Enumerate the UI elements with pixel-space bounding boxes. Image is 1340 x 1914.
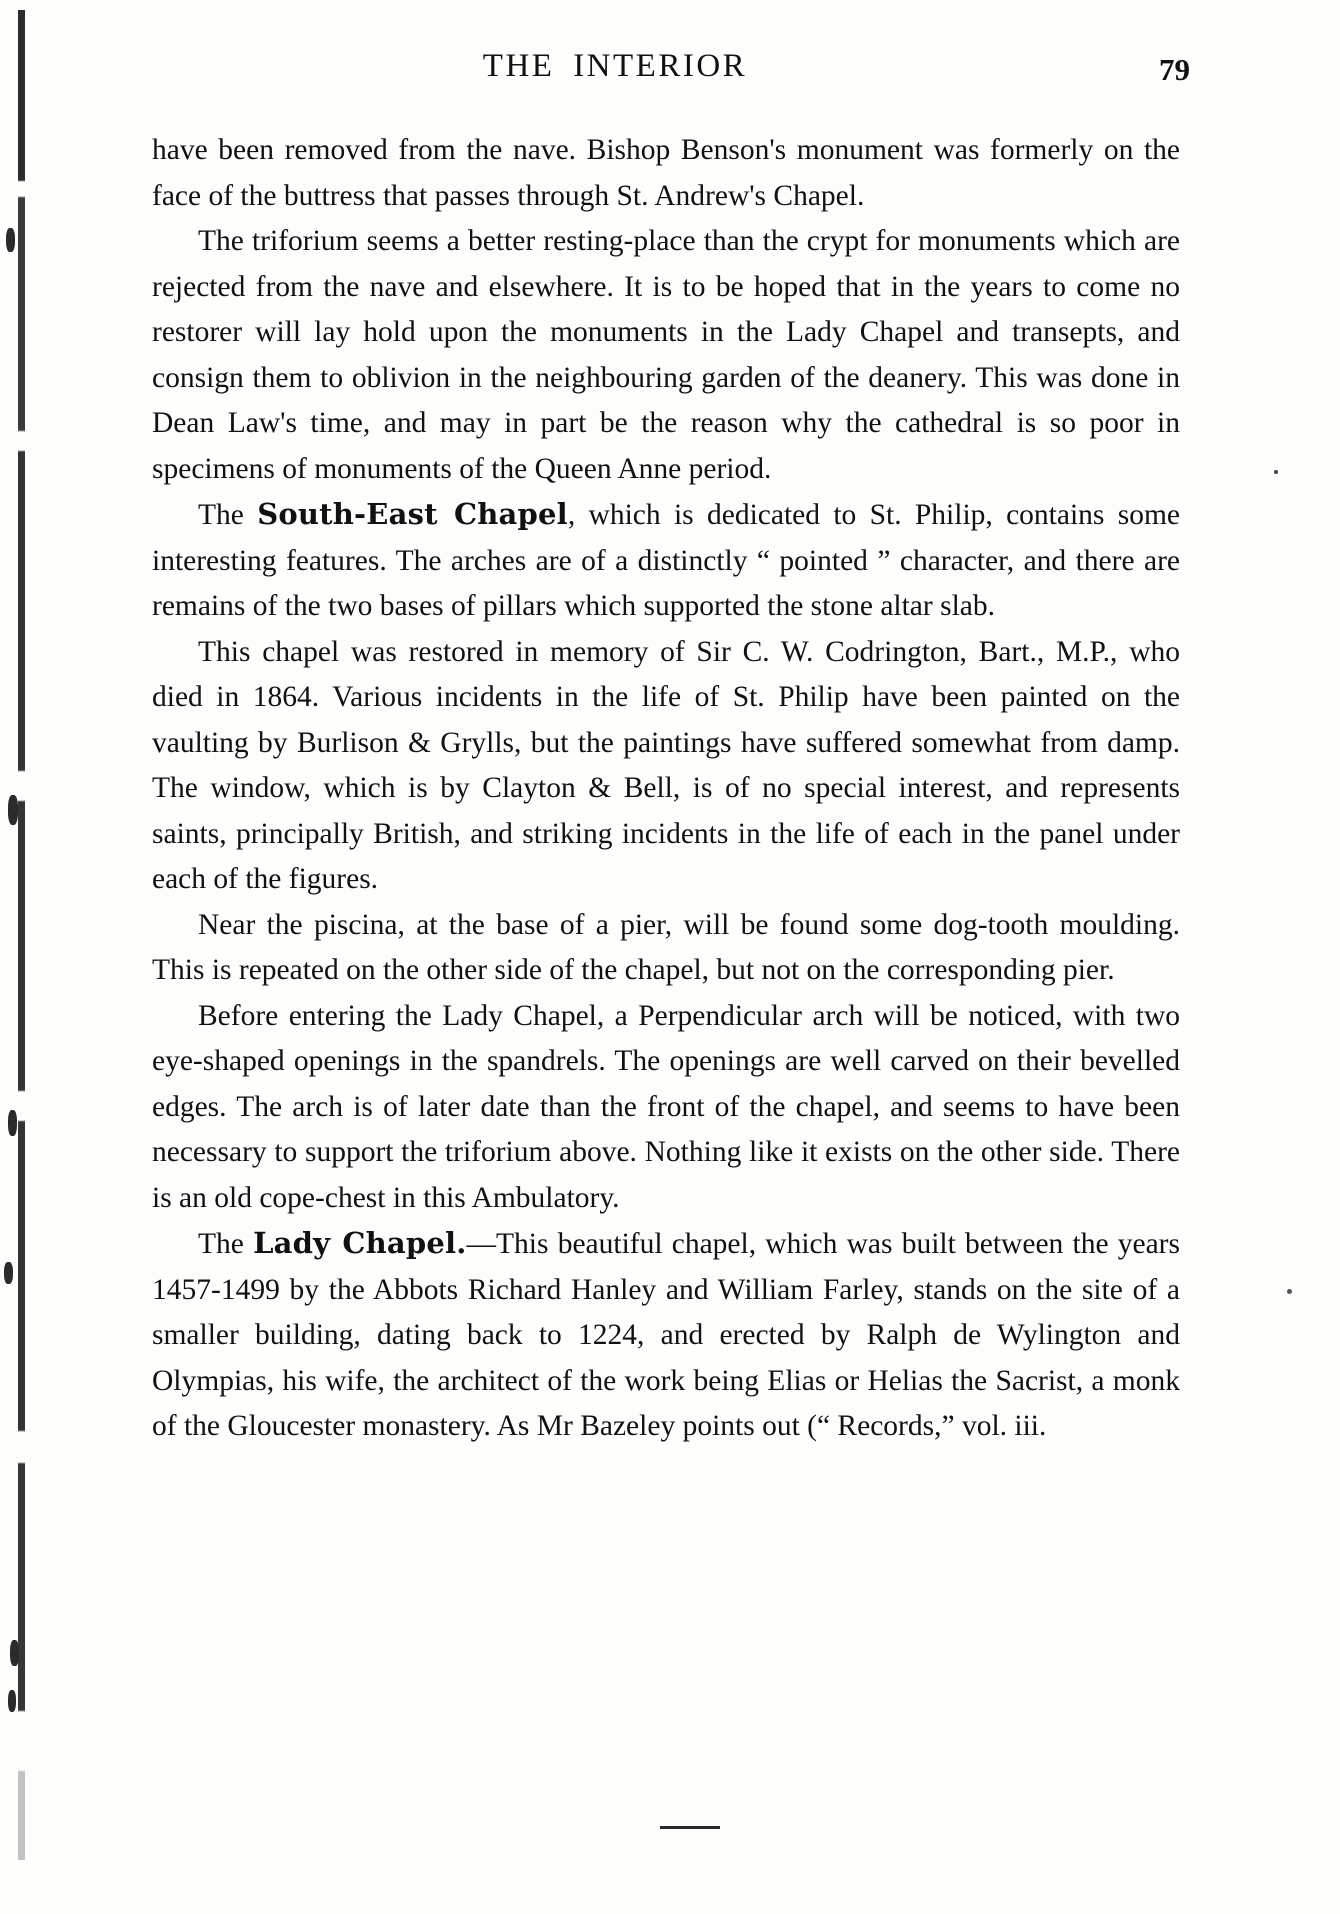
- page-header: [150, 48, 1190, 98]
- inline-heading-south-east-chapel: South-East Chapel: [257, 497, 568, 531]
- paragraph-rest: —This beautiful chapel, which was built between the years 1457-1499 by the Abbots Richard Hanley and William Farley, stands on the site of a smaller building, dating back to 1224, and erected by Ralph de Wylington and Olympias, his wife, the architect of the work being Elias or Helias the Sacrist, a monk of the Gloucester monastery. As Mr Bazeley points out (“ Records,” vol. iii.: [152, 1228, 1180, 1442]
- scan-speck: [8, 1110, 17, 1136]
- inline-heading-lady-chapel: Lady Chapel.: [253, 1226, 467, 1260]
- paragraph-with-heading: [152, 492, 1180, 630]
- paragraph: The triforium seems a better resting-place than the crypt for monuments which are rejected from the nave and elsewhere. It is to be hoped that in the years to come no restorer will lay hold upon the monuments in the Lady Chapel and transepts, and consign them to oblivion in the neighbouring garden of the deanery. This was done in Dean Law's time, and may in part be the reason why the cathedral is so poor in specimens of monuments of the Queen Anne period.: [152, 225, 1180, 485]
- paragraph: Near the piscina, at the base of a pier, will be found some dog-tooth moulding. This is repeated on the other side of the chapel, but not on the corresponding pier.: [152, 908, 1180, 986]
- paragraph-rest: , which is dedicated to St. Philip, contains some interesting features. The arches are of a distinctly “ pointed ” character, and there are remains of the two bases of pillars which supported the stone altar slab.: [152, 499, 1180, 622]
- footer-rule-artifact: [660, 1826, 720, 1829]
- scan-speck: [4, 1262, 13, 1284]
- scan-speck: [8, 795, 18, 825]
- paragraph-lead: The: [198, 499, 258, 531]
- paragraph: This chapel was restored in memory of Sir C. W. Codrington, Bart., M.P., who died in 1864. Various incidents in the life of St. Philip have been painted on the vaulting by Burlison & Grylls, but the paintings have suffered somewhat from damp. The window, which is by Clayton & Bell, is of no special interest, and represents saints, principally British, and striking incidents in the life of each in the panel under each of the figures.: [152, 635, 1180, 895]
- scan-speck: [8, 1690, 16, 1712]
- paragraph-lead: The: [198, 1228, 254, 1260]
- scan-speck: [6, 228, 15, 252]
- scan-speck: [1287, 1289, 1292, 1294]
- running-title: THE INTERIOR: [482, 48, 748, 84]
- binding-shadow-artifact: [18, 10, 25, 1860]
- paragraph: have been removed from the nave. Bishop Benson's monument was formerly on the face of the buttress that passes through St. Andrew's Chapel.: [152, 134, 1180, 212]
- paragraph: Before entering the Lady Chapel, a Perpendicular arch will be noticed, with two eye-shaped openings in the spandrels. The openings are well carved on their bevelled edges. The arch is of later date than the front of the chapel, and seems to have been necessary to support the triforium above. Nothing like it exists on the other side. There is an old cope-chest in this Ambulatory.: [152, 999, 1180, 1214]
- scan-speck: [1274, 470, 1278, 474]
- page-body: [152, 128, 1180, 1450]
- paragraph-with-heading: [152, 1221, 1180, 1450]
- scan-speck: [10, 1640, 19, 1666]
- page-number: 79: [1159, 52, 1190, 87]
